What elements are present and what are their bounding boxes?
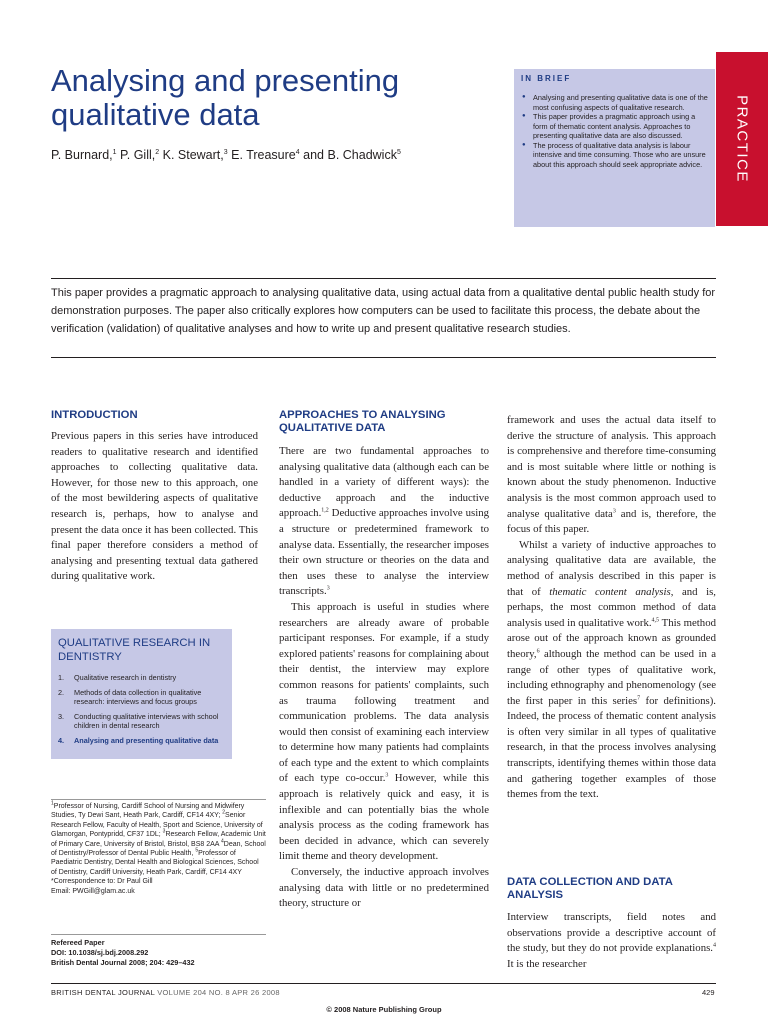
series-item-number: 1. — [58, 673, 65, 682]
author-affiliation: 2 — [155, 148, 160, 156]
author-name: P. Gill, — [120, 148, 156, 162]
series-box — [51, 629, 232, 759]
author-name: K. Stewart, — [162, 148, 224, 162]
col3-paragraph-1 — [507, 413, 716, 538]
footer-issue: VOLUME 204 NO. 8 APR 26 2008 — [157, 988, 280, 997]
abstract: This paper provides a pragmatic approach to analysing qualitative data, using actual data from a qualitative dental public health study for demonstration purposes. The paper also critically explores how computers can be used to facilitate this process, the debate about the verification (validation) of qualitative analyses and how to write up and present qualitative research studies. — [51, 287, 716, 335]
approaches-paragraph-3: Conversely, the inductive approach involves analysing data with little or no predetermined theory, structure or — [279, 866, 489, 910]
text-run: and is, therefore, the focus of this paper. — [507, 507, 717, 536]
text-run: This approach is useful in studies where researchers are already aware of probable participant responses. For example, if a study explored patients' reasons for complaining about their dentist, the interview may explore common reasons for patients' complaints, such as trauma following treatment and communication problems. The data analysis would then consist of examining each interview to determine how many patients had complaints of each type and the extent to which complaints of each type co-occur. — [279, 600, 489, 785]
section-tab — [716, 52, 768, 226]
refereed-label: Refereed Paper — [51, 938, 105, 947]
series-item-text: Methods of data collection in qualitative research: interviews and focus groups — [74, 687, 202, 706]
col3-text-top — [507, 413, 716, 803]
author-name: E. Treasure — [231, 148, 296, 162]
text-run: for definitions). Indeed, the process of thematic content analysis is often very similar in all types of qualitative research, in that the process involves analysing transcripts, identifying themes within those data and gathering together examples of those themes from the text. — [507, 694, 717, 801]
citation: 3 — [612, 507, 616, 514]
abstract-top-rule — [51, 278, 716, 279]
author-name: P. Burnard, — [51, 148, 113, 162]
correspondence: *Correspondence to: Dr Paul Gill — [51, 878, 153, 886]
affiliation-2: Senior Research Fellow, Faculty of Health, Sport and Science, University of Glamorgan, Pontypridd, CF37 1DL; — [51, 812, 263, 839]
col3-text-bottom — [507, 910, 716, 972]
reference-info — [51, 938, 266, 967]
affiliation-5: Professor of Paediatric Dentistry, Dental Health and Biological Sciences, School of Dentistry, Cardiff University, Heath Park, Cardiff, CF14 4XY — [51, 850, 259, 876]
in-brief-item: ● The process of qualitative data analysis is labour intensive and time consuming. Those who are unsure about this approach should seek appropriate advice. — [521, 141, 711, 170]
email: Email: PWGill@glam.ac.uk — [51, 887, 135, 895]
series-item-number: 4. — [58, 735, 65, 745]
author-list — [51, 148, 401, 162]
text-run: although the method can be used in a range of other types of qualitative work, including ethnography and phenomenology (see the first paper in this series — [507, 647, 716, 707]
emphasis: thematic content analysis — [549, 585, 671, 598]
text-run: Whilst a variety of inductive approaches to analysing qualitative data are available, the method of analysis described in this paper is that of — [507, 538, 716, 598]
affiliation-3: Research Fellow, Academic Unit of Primary Care, University of Bristol, Bristol, BS8 2AA — [51, 831, 266, 848]
text-run: This method arose out of the approach known as grounded theory, — [507, 616, 716, 660]
doi: DOI: 10.1038/sj.bdj.2008.292 — [51, 947, 149, 957]
affiliation-4: Dean, School of Dentistry/Professor of Dental Public Health, — [51, 840, 266, 858]
author-affiliation: 4 — [295, 148, 300, 156]
introduction-text — [51, 429, 258, 585]
approaches-text — [279, 444, 489, 912]
article-title: Analysing and presenting qualitative data — [51, 63, 400, 132]
citation: 1,2 — [321, 507, 329, 514]
series-item — [58, 688, 230, 707]
in-brief-item: ● This paper provides a pragmatic approach using a form of thematic content analysis. Approaches to presenting qualitative data are also discussed. — [521, 112, 711, 141]
series-item — [58, 712, 230, 731]
series-item-current — [58, 736, 230, 746]
citation: 4,5 — [651, 617, 660, 624]
affiliations: $^1$Professor of Nursing, Cardiff School of Nursing and Midwifery Studies, Ty Dewi Sant, Heath Park, Cardiff, CF14 4XY; $^2$Senior Research Fellow, Faculty of Health, Sport and Science, University of Glamorgan, Pontypridd, CF37 1DL; $^3$Research Fellow, Academic Unit of Primary Care, University of Bristol, Bristol, BS8 2AA $^4$Dean, School of Dentistry/Professor of Dental Public Health, $^5$Professor of Paediatric Dentistry, Dental Health and Biological Sciences, School of Dentistry, Cardiff University, Heath Park, Cardiff, CF14 4XY *Correspondence to: Dr Paul Gill Email: PWGill@glam.ac.uk — [51, 800, 266, 895]
text-run: It is the researcher — [507, 957, 587, 970]
series-item-text: Qualitative research in dentistry — [74, 673, 177, 682]
citation: 4 — [713, 942, 716, 949]
citation: 3 — [326, 585, 330, 592]
affiliation-rule — [51, 799, 266, 800]
copyright: © 2008 Nature Publishing Group — [326, 1005, 442, 1014]
in-brief-heading: IN BRIEF — [521, 74, 572, 83]
citation: 7 — [637, 695, 641, 702]
citation: 3 — [385, 772, 389, 779]
introduction-heading: INTRODUCTION — [51, 409, 138, 421]
in-brief-list — [521, 93, 711, 169]
series-box-heading: QUALITATIVE RESEARCH IN DENTISTRY — [58, 637, 211, 663]
col3-paragraph-2 — [507, 538, 716, 803]
footer-journal — [51, 988, 280, 997]
text-run: Deductive approaches involve using a structure or predetermined framework to analyse data. Essentially, the researcher imposes their own structure or theories on the data and then uses these to analyse the interview transcripts. — [279, 507, 489, 598]
approaches-paragraph-1 — [279, 444, 489, 600]
author-affiliation: 5 — [396, 148, 401, 156]
citation: 6 — [536, 648, 540, 655]
journal-citation: British Dental Journal 2008; 204: 429–432 — [51, 957, 195, 967]
series-list — [58, 673, 230, 750]
text-run: However, while this approach is relatively quick and easy, it is inflexible and can potentially bias the whole analysis process as the coding framework has been decided in advance, which can severely limit theme and theory development. — [279, 772, 489, 863]
author-affiliation: 1 — [112, 148, 117, 156]
in-brief-item: ● Analysing and presenting qualitative data is one of the most confusing aspects of qualitative research. — [521, 93, 711, 112]
series-item-number: 3. — [58, 711, 65, 721]
section-tab-label: PRACTICE — [733, 95, 751, 183]
footer-rule — [51, 983, 716, 984]
approaches-paragraph-2 — [279, 600, 489, 865]
col3-paragraph-3 — [507, 910, 716, 972]
series-item-text: Conducting qualitative interviews with school children in dental research — [74, 711, 219, 730]
text-run: Interview transcripts, field notes and observations provide a descriptive account of the study, but they do not provide explanations. — [507, 911, 716, 955]
author-name: and B. Chadwick — [303, 148, 397, 162]
text-run: , and is, perhaps, the most common method of data analysis used in qualitative work. — [507, 585, 716, 629]
reference-rule — [51, 934, 266, 935]
page-number: 429 — [702, 988, 715, 997]
affiliation-1: Professor of Nursing, Cardiff School of Nursing and Midwifery Studies, Ty Dewi Sant, Heath Park, Cardiff, CF14 4XY; — [51, 803, 245, 820]
approaches-heading: APPROACHES TO ANALYSING QUALITATIVE DATA — [279, 409, 446, 434]
text-run: framework and uses the actual data itself to derive the structure of analysis. This approach is comprehensive and therefore time-consuming and is most suitable where little or nothing is known about the study phenomenon. Inductive analysis is the most common approach used to analyse qualitative data — [507, 414, 716, 520]
abstract-bottom-rule — [51, 357, 716, 358]
text-run: There are two fundamental approaches to analysing qualitative data (although each can be handled in a variety of different ways): the deductive approach and the inductive approach. — [279, 445, 489, 520]
in-brief-box — [514, 69, 715, 227]
introduction-paragraph: Previous papers in this series have introduced readers to qualitative research and identified approaches to collecting qualitative data. However, for those new to this approach, one of the most bewildering aspects of qualitative research is, perhaps, how to analyse and present the data once it has been collected. This final paper therefore considers a method of analysing and presenting textual data gathered during qualitative work. — [51, 430, 258, 583]
series-item-text: Analysing and presenting qualitative data — [74, 735, 219, 745]
series-item — [58, 673, 230, 683]
data-collection-heading: DATA COLLECTION AND DATA ANALYSIS — [507, 876, 673, 901]
author-affiliation: 3 — [223, 148, 228, 156]
footer-journal-name: BRITISH DENTAL JOURNAL — [51, 988, 155, 997]
series-item-number: 2. — [58, 687, 65, 697]
